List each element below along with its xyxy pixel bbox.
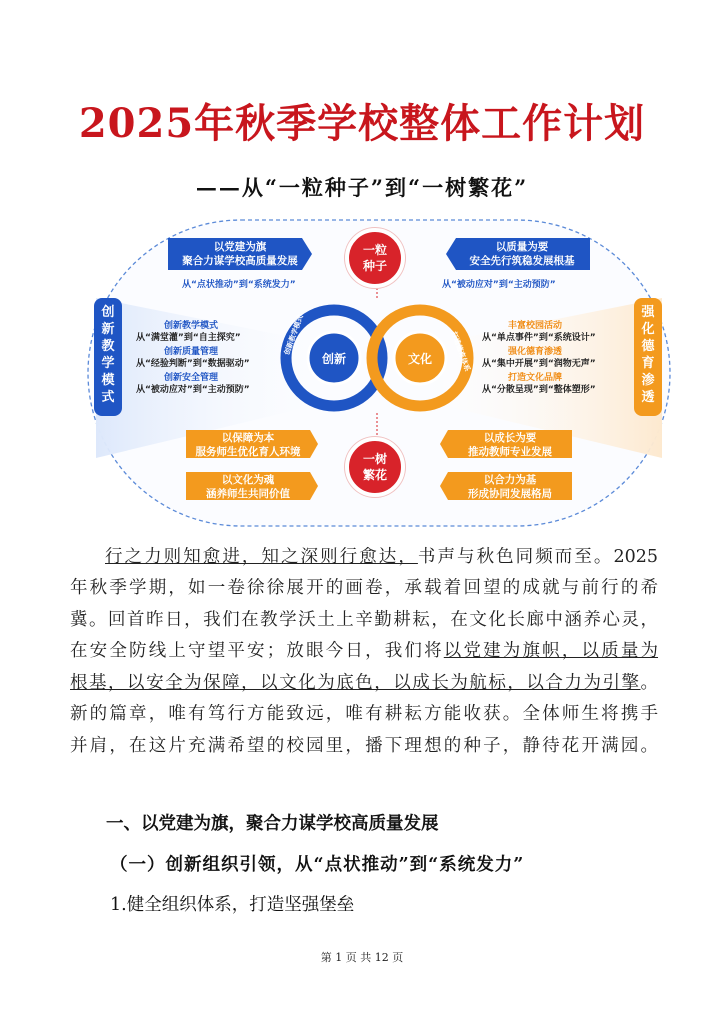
bottom-right-box-2: [448, 473, 572, 501]
paragraph-line: [70, 668, 658, 699]
item-heading: 1.健全组织体系，打造坚强堡垒: [110, 895, 355, 915]
box-line: 以保障为本: [221, 432, 275, 444]
core-left-label: 创新: [321, 351, 346, 366]
paragraph-line: 年秋季学期，如一卷徐徐展开的画卷，承载着回望的成就与前行的希: [70, 578, 658, 598]
paragraph-line: [70, 542, 658, 573]
top-left-box-line2: 聚合力谋学校高质量发展: [182, 255, 298, 267]
box-line: 形成协同发展格局: [468, 488, 552, 500]
seed-bottom-badge: [345, 437, 405, 497]
top-left-box-line1: 以党建为旗: [213, 241, 267, 253]
left-vertical-char: 创: [101, 305, 115, 320]
paragraph-line: 并肩，在这片充满希望的校园里，播下理想的种子，静待花开满园。: [70, 736, 658, 756]
right-vertical-label: [634, 298, 662, 416]
page-footer: 第 1 页 共 12 页: [320, 951, 404, 964]
box-line: 涵养师生共同价值: [206, 488, 290, 500]
document-title: 2025年秋季学校整体工作计划: [78, 100, 646, 147]
left-vertical-char: 模: [101, 373, 115, 388]
plain-text: 。: [640, 673, 658, 693]
left-item-label: 创新安全管理: [164, 373, 219, 383]
section-heading: 一、以党建为旗，聚合力谋学校高质量发展: [106, 814, 439, 834]
bottom-left-box-2: [186, 473, 310, 501]
box-line: 推动教师专业发展: [468, 446, 552, 458]
right-item-line: 从“单点事件”到“系统设计”: [482, 333, 596, 343]
box-line: 服务师生优化育人环境: [195, 446, 301, 458]
right-item-line: 从“分散呈现”到“整体塑形”: [482, 385, 596, 395]
right-item-line: 从“集中开展”到“润物无声”: [482, 359, 596, 369]
right-vertical-char: 渗: [641, 373, 655, 388]
document-subtitle: ——从“一粒种子”到“一树繁花”: [195, 175, 529, 200]
top-left-box: [172, 240, 308, 268]
right-vertical-char: 强: [641, 305, 655, 320]
core-right-label: 文化: [407, 351, 432, 366]
top-right-caption: 从“被动应对”到“主动预防”: [442, 280, 556, 290]
bottom-right-box-1: [448, 431, 572, 459]
seed-bottom-line2: 繁花: [362, 468, 387, 482]
right-vertical-char: 化: [641, 322, 655, 337]
top-right-box: [454, 240, 590, 268]
left-item-label: 创新质量管理: [164, 347, 219, 357]
box-line: 以合力为基: [483, 474, 537, 486]
paragraph-line: 新的篇章，唯有笃行方能致远，唯有耕耘方能收获。全体师生将携手: [70, 704, 658, 724]
underlined-text: 以党建为旗帜，以质量为: [443, 641, 659, 661]
left-vertical-label: [94, 298, 122, 416]
underlined-text: 行之力则知愈进，知之深则行愈达，: [105, 547, 418, 567]
right-item-label: 丰富校园活动: [508, 321, 563, 331]
underlined-text: 根基，以安全为保障，以文化为底色，以成长为航标，以合力为引擎: [70, 673, 641, 693]
seed-top-line2: 种子: [362, 259, 387, 273]
ring-right-text: 打造德育体系: [449, 330, 472, 373]
box-line: 以成长为要: [483, 432, 537, 444]
left-vertical-char: 新: [101, 322, 115, 337]
left-vertical-char: 教: [101, 339, 115, 354]
right-vertical-char: 德: [641, 339, 655, 354]
left-item-line: 从“满堂灌”到“自主探究”: [136, 333, 241, 343]
plan-diagram: [86, 218, 672, 530]
paragraph-line: [70, 636, 658, 667]
top-left-caption: 从“点状推动”到“系统发力”: [182, 280, 296, 290]
seed-top-line1: 一粒: [362, 243, 387, 257]
plain-text: 书声与秋色同频而至。2025: [417, 547, 659, 567]
left-vertical-char: 学: [101, 356, 115, 371]
left-vertical-char: 式: [101, 390, 115, 405]
box-line: 以文化为魂: [221, 474, 275, 486]
right-item-label: 打造文化品牌: [508, 373, 563, 383]
top-right-box-line2: 安全先行筑稳发展根基: [469, 255, 575, 267]
seed-bottom-line1: 一树: [362, 452, 387, 466]
plain-text: 在安全防线上守望平安；放眼今日，我们将: [70, 641, 444, 661]
seed-top-badge: [345, 228, 405, 288]
right-vertical-char: 育: [641, 356, 655, 371]
left-item-line: 从“被动应对”到“主动预防”: [136, 385, 250, 395]
subsection-heading: （一）创新组织引领，从“点状推动”到“系统发力”: [110, 855, 525, 875]
paragraph-line: 冀。回首昨日，我们在教学沃土上辛勤耕耘，在文化长廊中涵养心灵，: [70, 610, 658, 630]
right-item-label: 强化德育渗透: [508, 347, 563, 357]
right-vertical-char: 透: [641, 390, 655, 405]
left-item-label: 创新教学模式: [164, 321, 219, 331]
top-right-box-line1: 以质量为要: [495, 241, 549, 253]
bottom-left-box-1: [186, 431, 310, 459]
left-item-line: 从“经验判断”到“数据驱动”: [136, 359, 250, 369]
